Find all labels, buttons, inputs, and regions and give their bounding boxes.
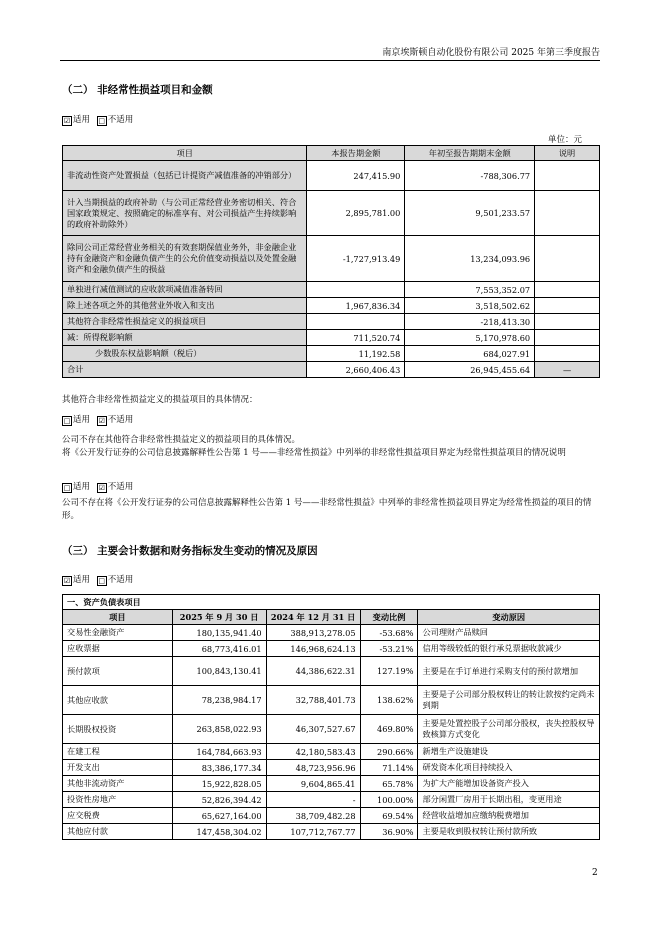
checked-box: ☑	[63, 577, 71, 585]
row-note	[535, 236, 600, 282]
row-dec31: -	[266, 792, 360, 808]
nonrecurring-table	[62, 145, 600, 378]
row-pct: 65.78%	[360, 776, 418, 792]
row-item: 除同公司正常经营业务相关的有效套期保值业务外，非金融企业持有金融资产和金融负债产生的公允价值变动损益以及处置金融资产和金融负债产生的损益	[63, 236, 307, 282]
row-current: 2,660,406.43	[307, 362, 405, 378]
col-header-sep30: 2025 年 9 月 30 日	[172, 610, 266, 625]
row-reason: 为扩大产能增加设备资产投入	[418, 776, 600, 792]
row-ytd: -788,306.77	[405, 161, 535, 191]
row-pct: 69.54%	[360, 808, 418, 824]
applicable-label: 适用	[73, 415, 91, 425]
row-item: 应交税费	[63, 808, 173, 824]
row-current	[307, 282, 405, 298]
row-note	[535, 314, 600, 330]
row-sep30: 164,784,663.93	[172, 744, 266, 760]
applicable-label: 适用	[73, 115, 91, 125]
row-ytd: 3,518,502.62	[405, 298, 535, 314]
row-dec31: 9,604,865.41	[266, 776, 360, 792]
unchecked-box: □	[63, 484, 71, 492]
row-sep30: 78,238,984.17	[172, 686, 266, 715]
row-item: 预付款项	[63, 657, 173, 686]
row-pct: 469.80%	[360, 715, 418, 744]
row-item: 少数股东权益影响额（税后）	[63, 346, 307, 362]
row-item: 除上述各项之外的其他营业外收入和支出	[63, 298, 307, 314]
page-header	[60, 40, 600, 61]
row-ytd: 9,501,233.57	[405, 191, 535, 236]
row-note	[535, 282, 600, 298]
table-row	[63, 808, 600, 824]
row-item: 单独进行减值测试的应收款项减值准备转回	[63, 282, 307, 298]
row-pct: 100.00%	[360, 792, 418, 808]
row-current: 711,520.74	[307, 330, 405, 346]
page-number: 2	[592, 868, 598, 878]
not-applicable-label: 不适用	[107, 482, 134, 492]
row-dec31: 44,386,622.31	[266, 657, 360, 686]
row-sep30: 147,458,304.02	[172, 824, 266, 840]
row-ytd: 26,945,455.64	[405, 362, 535, 378]
section-heading-changes: （三） 主要会计数据和财务指标发生变动的情况及原因	[62, 545, 318, 557]
row-item: 合计	[63, 362, 307, 378]
group-title: 一、资产负债表项目	[63, 595, 600, 610]
row-ytd: 684,027.91	[405, 346, 535, 362]
row-reason: 主要是收到股权转让预付款所致	[418, 824, 600, 840]
checked-box: ☑	[63, 117, 71, 125]
applicable-row-4	[62, 573, 133, 586]
row-pct: -53.68%	[360, 625, 418, 641]
table-row	[63, 314, 600, 330]
row-item: 长期股权投资	[63, 715, 173, 744]
table-row	[63, 657, 600, 686]
row-sep30: 52,826,394.42	[172, 792, 266, 808]
row-current: 11,192.58	[307, 346, 405, 362]
header-title: 南京埃斯顿自动化股份有限公司 2025 年第三季度报告	[382, 48, 600, 58]
row-dec31: 107,712,767.77	[266, 824, 360, 840]
row-pct: 71.14%	[360, 760, 418, 776]
row-pct: 138.62%	[360, 686, 418, 715]
row-reason: 主要是在手订单进行采购支付的预付款增加	[418, 657, 600, 686]
row-dec31: 46,307,527.67	[266, 715, 360, 744]
col-header-note: 说明	[535, 146, 600, 161]
row-dec31: 38,709,482.28	[266, 808, 360, 824]
row-note	[535, 161, 600, 191]
row-sep30: 15,922,828.05	[172, 776, 266, 792]
row-item: 其他符合非经常性损益定义的损益项目	[63, 314, 307, 330]
col-header-dec31: 2024 年 12 月 31 日	[266, 610, 360, 625]
row-item: 其他非流动资产	[63, 776, 173, 792]
table-row	[63, 760, 600, 776]
not-applicable-label: 不适用	[107, 575, 134, 585]
table-row	[63, 625, 600, 641]
applicable-row-3	[62, 480, 133, 493]
table-row-total	[63, 362, 600, 378]
row-dec31: 32,788,401.73	[266, 686, 360, 715]
row-sep30: 68,773,416.01	[172, 641, 266, 657]
table-row	[63, 282, 600, 298]
row-current	[307, 314, 405, 330]
not-applicable-label: 不适用	[107, 115, 134, 125]
row-note	[535, 191, 600, 236]
row-pct: 127.19%	[360, 657, 418, 686]
checked-box: ☑	[98, 417, 105, 425]
row-ytd: 5,170,978.60	[405, 330, 535, 346]
row-reason: 部分闲置厂房用于长期出租，变更用途	[418, 792, 600, 808]
table-row	[63, 792, 600, 808]
row-reason: 新增生产设施建设	[418, 744, 600, 760]
col-header-pct: 变动比例	[360, 610, 418, 625]
row-pct: 290.66%	[360, 744, 418, 760]
unit-label: 单位：元	[548, 135, 583, 145]
row-current: -1,727,913.49	[307, 236, 405, 282]
col-header-item: 项目	[63, 610, 173, 625]
row-pct: 36.90%	[360, 824, 418, 840]
table-row	[63, 824, 600, 840]
not-applicable-label: 不适用	[107, 415, 134, 425]
row-note	[535, 298, 600, 314]
table-row	[63, 298, 600, 314]
row-reason: 主要是处置控股子公司部分股权，丧失控股权导致核算方式变化	[418, 715, 600, 744]
col-header-item: 项目	[63, 146, 307, 161]
row-dec31: 42,180,583.43	[266, 744, 360, 760]
row-current: 1,967,836.34	[307, 298, 405, 314]
row-ytd: 7,553,352.07	[405, 282, 535, 298]
checked-box: ☑	[98, 484, 105, 492]
table-row	[63, 191, 600, 236]
unchecked-box: □	[98, 577, 106, 585]
reclassification-description: 将《公开发行证券的公司信息披露解释性公告第 1 号——非经常性损益》中列举的非经常性损益项目界定为经常性损益项目的情况说明	[62, 448, 566, 458]
row-dec31: 388,913,278.05	[266, 625, 360, 641]
table-row	[63, 686, 600, 715]
row-sep30: 180,135,941.40	[172, 625, 266, 641]
row-reason: 经营收益增加应缴纳税费增加	[418, 808, 600, 824]
section-heading-nonrecurring: （二） 非经常性损益项目和金额	[62, 84, 213, 96]
row-item: 其他应收款	[63, 686, 173, 715]
row-reason: 主要是子公司部分股权转让的转让款按约定尚未到期	[418, 686, 600, 715]
row-reason: 公司理财产品赎回	[418, 625, 600, 641]
row-ytd: 13,234,093.96	[405, 236, 535, 282]
table-row	[63, 776, 600, 792]
row-item: 其他应付款	[63, 824, 173, 840]
applicable-row	[62, 113, 133, 126]
row-sep30: 83,386,177.34	[172, 760, 266, 776]
no-reclassification-text: 公司不存在将《公开发行证券的公司信息披露解释性公告第 1 号——非经常性损益》中列举的非经常性损益项目界定为经常性损益的项目的情形。	[62, 498, 592, 521]
row-sep30: 65,627,164.00	[172, 808, 266, 824]
row-current: 247,415.90	[307, 161, 405, 191]
row-item: 计入当期损益的政府补助（与公司正常经营业务密切相关、符合国家政策规定、按照确定的标准享有、对公司损益产生持续影响的政府补助除外）	[63, 191, 307, 236]
other-items-label: 其他符合非经常性损益定义的损益项目的具体情况：	[62, 395, 258, 405]
row-sep30: 100,843,130.41	[172, 657, 266, 686]
table-row	[63, 330, 600, 346]
row-item: 非流动性资产处置损益（包括已计提资产减值准备的冲销部分）	[63, 161, 307, 191]
table-row	[63, 161, 600, 191]
row-reason: 研发资本化项目持续投入	[418, 760, 600, 776]
table-row	[63, 236, 600, 282]
table-header-row	[63, 146, 600, 161]
col-header-reason: 变动原因	[418, 610, 600, 625]
row-note: —	[535, 362, 600, 378]
row-item: 减：所得税影响额	[63, 330, 307, 346]
unchecked-box: □	[98, 117, 106, 125]
balance-sheet-changes-table	[62, 594, 600, 840]
table-row	[63, 641, 600, 657]
col-header-ytd: 年初至报告期期末金额	[405, 146, 535, 161]
row-item: 投资性房地产	[63, 792, 173, 808]
row-note	[535, 346, 600, 362]
row-ytd: -218,413.30	[405, 314, 535, 330]
row-item: 在建工程	[63, 744, 173, 760]
table-row	[63, 346, 600, 362]
no-other-items-text: 公司不存在其他符合非经常性损益定义的损益项目的具体情况。	[62, 435, 301, 445]
row-reason: 信用等级较低的银行承兑票据收款减少	[418, 641, 600, 657]
row-pct: -53.21%	[360, 641, 418, 657]
col-header-current: 本报告期金额	[307, 146, 405, 161]
row-dec31: 48,723,956.96	[266, 760, 360, 776]
row-current: 2,895,781.00	[307, 191, 405, 236]
row-item: 交易性金融资产	[63, 625, 173, 641]
applicable-label: 适用	[73, 482, 91, 492]
applicable-label: 适用	[73, 575, 91, 585]
row-sep30: 263,858,022.93	[172, 715, 266, 744]
table-row	[63, 715, 600, 744]
row-item: 应收票据	[63, 641, 173, 657]
row-note	[535, 330, 600, 346]
row-item: 开发支出	[63, 760, 173, 776]
table-row	[63, 744, 600, 760]
unchecked-box: □	[63, 417, 71, 425]
group-title-row	[63, 595, 600, 610]
row-dec31: 146,968,624.13	[266, 641, 360, 657]
table-header-row	[63, 610, 600, 625]
applicable-row-2	[62, 413, 133, 426]
